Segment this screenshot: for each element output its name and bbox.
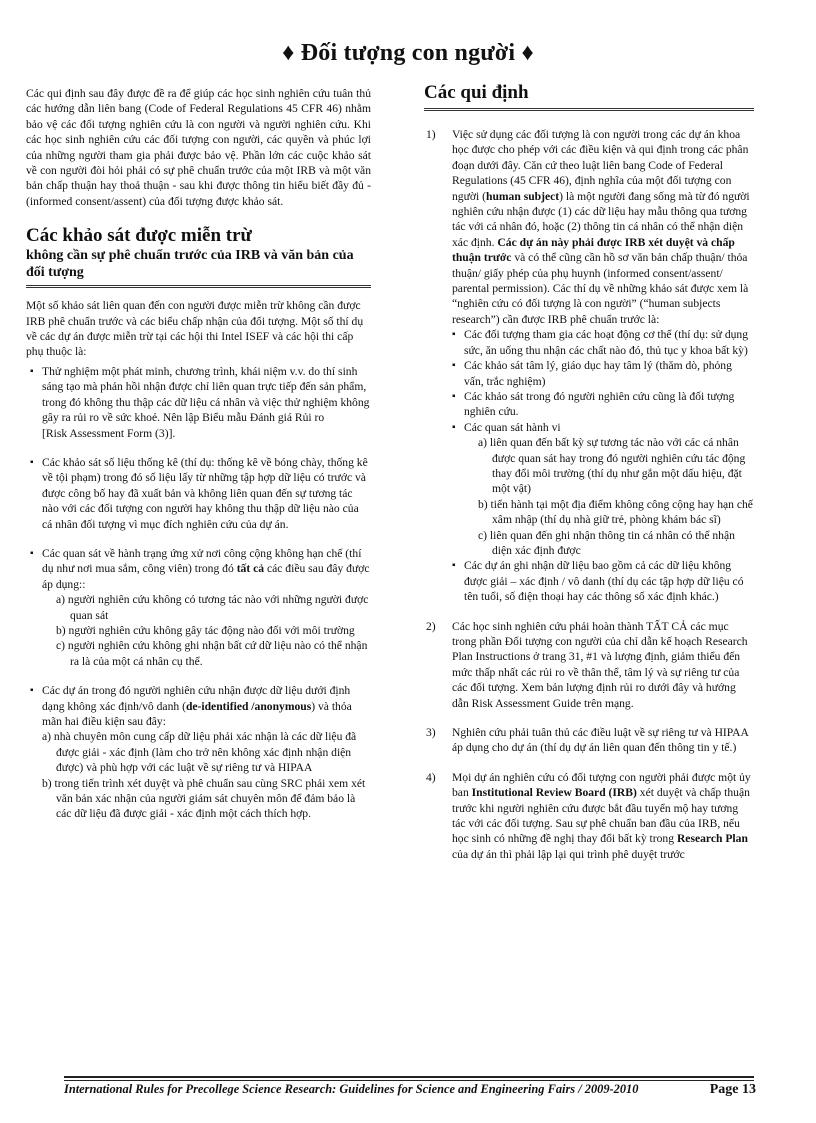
emphasis: tất cả	[236, 562, 265, 576]
human-subjects-examples	[452, 327, 754, 604]
list-item-text: Các quan sát hành vi	[464, 420, 561, 434]
page-number: Page 13	[709, 1082, 756, 1097]
emphasis: Institutional Review Board (IRB)	[471, 786, 637, 800]
sub-item: a) người nghiên cứu không có tương tác nào với những người được quan sát	[56, 593, 369, 622]
rule-number: 3)	[426, 726, 436, 740]
rule-number: 4)	[426, 770, 436, 784]
list-item: ▪ Các khảo sát tâm lý, giáo dục hay tâm lý (thăm dò, phỏng vấn, trắc nghiệm)	[452, 358, 754, 389]
exempt-item-text: Các quan sát về hành trạng ứng xử nơi công cộng không hạn chế (thí dụ như nơi mua sắm, công viên) trong đó	[42, 546, 362, 576]
emphasis: Research Plan	[676, 832, 748, 846]
list-item	[26, 364, 371, 441]
exempt-item-text: Các khảo sát số liệu thống kê (thí dụ: thống kê về bóng chày, thống kê về tội phạm) trong đó số liệu lấy từ những tập hợp dữ liệu có trước và được công bố hay đã xuất bản và không liên quan đến sự tương tác nào với các đối tượng con người hay không thu thập dữ liệu nào của cá nhân đối tượng vì mục đích nghiên cứu của dự án.	[42, 455, 368, 531]
rule-text: Mọi dự án nghiên cứu có đối tượng con người phải được một ủy ban	[452, 770, 751, 800]
right-column	[424, 82, 754, 876]
list-item	[26, 683, 371, 822]
exempt-item-text: các điều sau đây được áp dụng::	[42, 562, 370, 591]
sub-item: b) người nghiên cứu không gây tác động nào đối với môi trường	[56, 623, 355, 637]
sub-list	[464, 435, 754, 558]
list-item: ▪ Các dự án ghi nhận dữ liệu bao gồm cả các dữ liệu không được giải – xác định / vô danh (thí dụ các tập hợp dữ liệu có tên tuổi, số điện thoại hay các thông số xác định khác.)	[452, 558, 754, 604]
emphasis: human subject	[486, 189, 560, 203]
page-title: ♦ Đối tượng con người ♦	[282, 40, 534, 66]
exempt-item-text: Các dự án trong đó người nghiên cứu nhận được dữ liệu dưới định dạng không xác định/vô danh (	[42, 684, 351, 713]
rule-text: Việc sử dụng các đối tượng là con người trong các dự án khoa học được cho phép với các điều kiện và qui định trong các phân đoạn dưới đây. Căn cứ theo luật liên bang Code of Federal Regulations (45 CFR 46), định nghĩa của một đối tượng con người (	[452, 128, 749, 203]
sub-item: b) trong tiến trình xét duyệt và phê chuẩn sau cùng SRC phải xem xét văn bản xác nhận của người giám sát chuyên môn để đảm bảo là các dữ liệu đã được giải - xác định một cách thích hợp.	[42, 776, 366, 821]
rule-text: ) là một người đang sống mà từ đó người nghiên cứu nhận được (1) các dữ liệu hay mẫu thông qua tương tác với cá nhân đó, hoặc (2) thông tin cá nhân có thể nhận diện xác định.	[452, 189, 750, 249]
footer-text: International Rules for Precollege Science Research: Guidelines for Science and Engineering Fairs / 2009-2010	[64, 1082, 639, 1096]
sub-list	[42, 592, 371, 669]
rule-item	[424, 770, 754, 862]
sub-list	[42, 729, 371, 821]
exempt-heading: Các khảo sát được miễn trừ	[26, 225, 252, 247]
sub-item: a) liên quan đến bất kỳ sự tương tác nào với các cá nhân được quan sát hay trong đó người nghiên cứu tác động thay đổi môi trường (thí dụ như gắn một dấu hiệu, đặt một vật)	[478, 436, 746, 496]
section-divider	[424, 108, 754, 111]
intro-paragraph: Các qui định sau đây được đề ra để giúp các học sinh nghiên cứu tuân thủ các hướng dẫn liên bang (Code of Federal Regulations 45 CFR 46) nhằm bảo vệ các đối tượng nghiên cứu là con người và người nghiên cứu. Khi các học sinh nghiên cứu các đối tượng con người, các quyền và phúc lợi của những người tham gia phải được bảo vệ. Phần lớn các cuộc khảo sát về con người đòi hỏi phải có sự phê chuẩn trước của một IRB và một văn bản chấp thuận hay thoả thuận - sau khi được thông tin hiểu biết đầy đủ - (informed consent/assent) của đối tượng được khảo sát.	[26, 87, 371, 208]
exempt-intro: Một số khảo sát liên quan đến con người được miễn trừ không cần được IRB phê chuẩn trước và các biểu chấp nhận của đối tượng. Một số thí dụ về các dự án được miễn trừ tại các hội thi Intel ISEF và các hội thi cấp phụ thuộc là:	[26, 299, 364, 359]
rule-item	[424, 127, 754, 605]
sub-item: a) nhà chuyên môn cung cấp dữ liệu phải xác nhận là các dữ liệu đã được giải - xác định (làm cho trở nên không xác định nhận diện được) và phù hợp với các luật về sự riêng tư và HIPAA	[42, 730, 357, 775]
rules-heading: Các qui định	[424, 82, 529, 103]
rule-text: Các học sinh nghiên cứu phải hoàn thành TẤT CẢ các mục trong phần Đối tượng con người của chỉ dẫn kế hoạch Research Plan Instructions ở trang 31, #1 và lượng định, giảm thiểu đến mức thấp nhất các rủi ro về thân thể, tâm lý và sự riêng tư của các đối tượng. Xem bản lượng định rủi ro dưới đây và hướng dẫn Risk Assessment Guide trên mạng.	[452, 619, 748, 710]
rule-number: 2)	[426, 619, 436, 633]
exempt-item-text: ) và thỏa mãn hai điều kiện sau đây:	[42, 699, 352, 728]
rule-text: Nghiên cứu phải tuân thủ các điều luật về sự riêng tư và HIPAA áp dụng cho dự án (thí dụ dự án liên quan đến thông tin y tế.)	[452, 726, 749, 755]
risk-form-ref: [Risk Assessment Form (3)].	[42, 426, 176, 440]
page-footer	[64, 1082, 764, 1097]
rule-item	[424, 619, 754, 711]
rule-number: 1)	[426, 128, 436, 141]
emphasis: Các dự án này phải được IRB xét duyệt và chấp thuận trước	[452, 235, 735, 265]
list-item: ▪ Các khảo sát trong đó người nghiên cứu cũng là đối tượng nghiên cứu.	[452, 389, 754, 420]
sub-item: b) tiến hành tại một địa điểm không công cộng hay hạn chế xâm nhập (thí dụ nhà giữ trẻ, phòng khám bác sĩ)	[478, 497, 753, 527]
list-item: ▪ Các đối tượng tham gia các hoạt động cơ thể (thí dụ: sử dụng sức, ăn uống thu nhận các chất nào đó, thủ tục y khoa bất kỳ)	[452, 327, 754, 358]
footer-divider	[64, 1076, 754, 1081]
sub-item: c) người nghiên cứu không ghi nhận bất cứ dữ liệu nào có thể nhận ra là của một cá nhân cụ thể.	[56, 639, 368, 668]
list-item	[26, 546, 371, 669]
rule-item	[424, 725, 754, 756]
exempt-item-text: Thử nghiệm một phát minh, chương trình, khái niệm v.v. do thí sinh sáng tạo mà phản hồi nhận được chỉ liên quan trực tiếp đến sản phẩm, trong đó không thu thập các dữ liệu cá nhân và việc thử nghiệm không gây ra rủi ro về sức khoẻ. Nên lập Biểu mẫu Đánh giá Rủi ro	[42, 364, 370, 425]
exempt-subheading: không cần sự phê chuẩn trước của IRB và văn bản của đối tượng	[26, 248, 354, 281]
exempt-list	[26, 364, 371, 822]
sub-item: c) liên quan đến ghi nhận thông tin cá nhân có thể nhận diện xác định được	[478, 528, 735, 557]
section-divider	[26, 285, 371, 288]
list-item	[452, 420, 754, 559]
rule-text: và có thể cũng cần hồ sơ văn bản chấp thuận/ thỏa thuận/ giấy phép của phụ huynh (informed consent/assent/ parental permission). Các thí dụ về những khảo sát được xem là “nghiên cứu có đối tượng là con người” (“human subjects research”) cần được IRB phê chuẩn trước là:	[452, 251, 749, 326]
left-column	[26, 86, 371, 822]
rules-list	[424, 127, 754, 862]
list-item	[26, 455, 371, 532]
rule-text: xét duyệt và chấp thuận trước khi người nghiên cứu được bắt đầu tuyển mộ hay tương tác với các đối tượng. Sau sự phê chuẩn ban đầu của IRB, nếu học sinh có những đề nghị thay đổi bất kỳ trong	[452, 786, 750, 846]
rule-text: của dự án thì phải lập lại qui trình phê duyệt trước	[452, 847, 685, 861]
emphasis: de-identified /anonymous	[185, 699, 312, 713]
